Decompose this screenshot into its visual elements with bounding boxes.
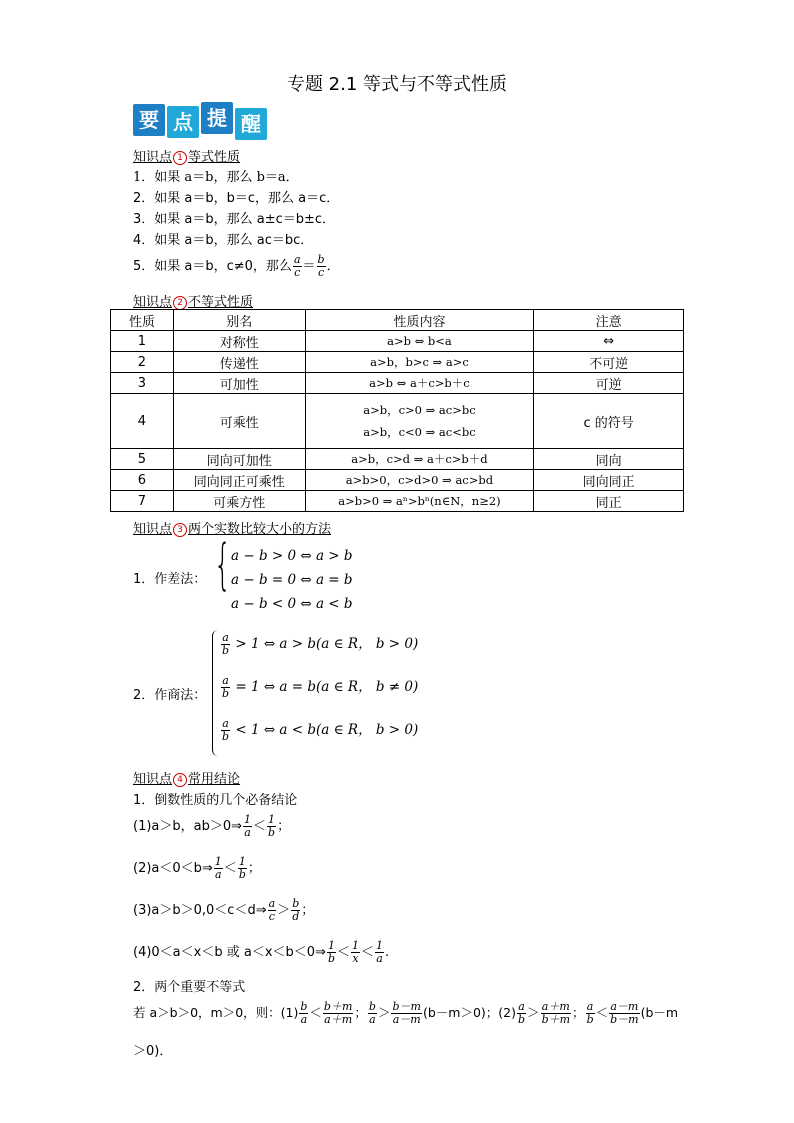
page-title: 专题 2.1 等式与不等式性质: [286, 74, 508, 95]
important-inequalities: [133, 1001, 678, 1026]
fraction: [299, 1001, 308, 1026]
heading-prefix: 知识点: [133, 772, 173, 787]
section-heading-2: [133, 291, 253, 310]
operator: ＜: [223, 861, 237, 876]
denominator: a: [376, 952, 383, 965]
fraction: [291, 898, 300, 923]
denominator: b: [518, 1013, 526, 1026]
fraction: [221, 632, 230, 657]
fraction: [221, 718, 230, 743]
denominator: b＋m: [541, 1013, 571, 1026]
circled-number: 1: [173, 151, 187, 165]
cell-content: a>b，b>c ⇒ a>c: [305, 352, 534, 373]
operator: ＜: [336, 945, 350, 960]
heading-text: 两个实数比较大小的方法: [188, 522, 332, 537]
case-text: = 1 ⇔ a = b(a ∈ R， b ≠ 0): [231, 679, 419, 695]
quotient-cases: [220, 632, 418, 761]
fraction: [214, 856, 223, 881]
section-heading-3: [133, 518, 331, 537]
header-cell: 性质: [111, 310, 174, 331]
table-row: [111, 449, 684, 470]
numerator: a＋m: [541, 1000, 570, 1013]
brace-icon: {: [214, 533, 232, 596]
denominator: d: [292, 910, 300, 923]
header-cell: 性质内容: [305, 310, 534, 331]
table-row: [111, 470, 684, 491]
numerator: b＋m: [323, 1000, 353, 1013]
equality-item-1: 1．如果 a＝b，那么 b＝a．: [133, 170, 299, 185]
conclusion-end: .: [385, 945, 390, 960]
cell-note: 同正: [534, 491, 684, 512]
numerator: a: [268, 897, 276, 910]
fraction: [351, 940, 360, 965]
case-line: a − b = 0 ⇔ a = b: [231, 572, 353, 588]
cell-content: a>b>0，c>d>0 ⇒ ac>bd: [305, 470, 534, 491]
numerator: a: [586, 1000, 594, 1013]
equality-item-3: 3．如果 a＝b，那么 a±c＝b±c．: [133, 212, 336, 227]
circled-number: 3: [173, 523, 187, 537]
cell-content: a>b ⇔ a＋c>b＋c: [305, 373, 534, 394]
operator: ＜: [309, 1005, 322, 1020]
cell-alias: 可加性: [173, 373, 305, 394]
cell-note: c 的符号: [534, 394, 684, 449]
quotient-method-label: 2．作商法：: [133, 688, 207, 703]
numerator: a: [518, 1000, 525, 1013]
numerator: a－m: [610, 1000, 639, 1013]
conclusion-text: (3)a＞b＞0,0＜c＜d⇒: [133, 903, 267, 918]
fraction: [541, 1001, 571, 1026]
badge-char-1: 要: [133, 104, 165, 136]
content-line: a>b，c<0 ⇒ ac<bc: [363, 425, 476, 439]
circled-number: 2: [173, 296, 187, 310]
denominator: a: [215, 868, 222, 881]
heading-prefix: 知识点: [133, 522, 173, 537]
conclusion-text: (4)0＜a＜x＜b 或 a＜x＜b＜0⇒: [133, 945, 326, 960]
badge-char-4: 醒: [235, 108, 267, 140]
case-text: > 1 ⇔ a > b(a ∈ R， b > 0): [231, 636, 419, 652]
cell-alias: 对称性: [173, 331, 305, 352]
cell-no: 7: [111, 491, 174, 512]
table-row: [111, 352, 684, 373]
case-line: a − b > 0 ⇔ a > b: [231, 548, 353, 564]
difference-cases: [231, 544, 353, 616]
conclusion-text: (2)a＜0＜b⇒: [133, 861, 213, 876]
condition: (b－m: [640, 1005, 679, 1020]
operator: ＜: [253, 819, 267, 834]
numerator: 1: [238, 855, 246, 868]
fraction: [221, 675, 230, 700]
table-row: [111, 491, 684, 512]
cell-content: a>b ⇔ b<a: [305, 331, 534, 352]
conclusion-3: [133, 898, 314, 923]
equality-item-2: 2．如果 a＝b，b＝c，那么 a＝c．: [133, 191, 340, 206]
cell-alias: 传递性: [173, 352, 305, 373]
fraction: [517, 1001, 526, 1026]
badge-char-3: 提: [201, 102, 233, 134]
item-text: 5．如果 a＝b，c≠0，那么: [133, 259, 292, 274]
cell-content: [305, 394, 534, 449]
case-line: [220, 675, 418, 718]
circled-number: 4: [173, 773, 187, 787]
table-header-row: [111, 310, 684, 331]
heading-text: 不等式性质: [188, 295, 254, 310]
header-cell: 注意: [534, 310, 684, 331]
fraction: [375, 940, 384, 965]
case-line: [220, 632, 418, 675]
fraction: [327, 940, 336, 965]
numerator: 1: [352, 939, 359, 952]
cell-alias: 可乘方性: [173, 491, 305, 512]
fraction: [391, 1001, 421, 1026]
difference-method-label: 1．作差法：: [133, 572, 207, 587]
denominator: b: [586, 1013, 594, 1026]
content-line: a>b，c>0 ⇒ ac>bc: [363, 403, 476, 417]
fraction: [267, 814, 276, 839]
cell-no: 2: [111, 352, 174, 373]
cell-content: a>b，c>d ⇒ a＋c>b＋d: [305, 449, 534, 470]
cell-alias: 可乘性: [173, 394, 305, 449]
subheading-inequalities: 2．两个重要不等式: [133, 980, 246, 995]
conclusion-text: (1)a＞b，ab＞0⇒: [133, 819, 243, 834]
operator: ＞: [377, 1005, 391, 1020]
denominator: a－m: [392, 1013, 421, 1026]
denominator: c: [268, 910, 275, 923]
cell-no: 6: [111, 470, 174, 491]
heading-text: 常用结论: [188, 772, 241, 787]
numerator: 1: [268, 813, 276, 826]
important-inequalities-cont: ＞0)．: [133, 1044, 173, 1059]
table-row: [111, 331, 684, 352]
fraction: [317, 254, 326, 279]
numerator: a: [222, 717, 229, 730]
cell-no: 1: [111, 331, 174, 352]
cell-no: 5: [111, 449, 174, 470]
badge-char-2: 点: [167, 106, 199, 138]
separator: ；: [354, 1005, 367, 1020]
numerator: 1: [244, 813, 252, 826]
table-row: [111, 394, 684, 449]
denominator: b: [222, 687, 230, 700]
brace-icon: [212, 630, 219, 756]
denominator: c: [317, 266, 325, 279]
fraction: [293, 254, 302, 279]
case-text: < 1 ⇔ a < b(a ∈ R， b > 0): [231, 722, 419, 738]
denominator: b: [222, 730, 230, 743]
operator: ＞: [527, 1005, 540, 1020]
cell-note: 不可逆: [534, 352, 684, 373]
operator: ＞: [277, 903, 291, 918]
heading-text: 等式性质: [188, 150, 241, 165]
denominator: b: [268, 826, 276, 839]
denominator: a: [244, 826, 251, 839]
cell-note: 可逆: [534, 373, 684, 394]
ineq-text: 若 a＞b＞0，m＞0，则：(1): [133, 1005, 299, 1020]
cell-no: 3: [111, 373, 174, 394]
conclusion-end: ；: [277, 819, 291, 834]
subheading-reciprocal: 1．倒数性质的几个必备结论: [133, 793, 298, 808]
denominator: b: [238, 868, 246, 881]
numerator: 1: [376, 939, 384, 952]
item-end: ．: [326, 259, 340, 274]
denominator: a: [300, 1013, 308, 1026]
condition: (b－m＞0)；(2): [422, 1005, 516, 1020]
denominator: b－m: [610, 1013, 639, 1026]
fraction: [586, 1001, 595, 1026]
operator: ＜: [595, 1005, 609, 1020]
numerator: b: [317, 253, 325, 266]
numerator: a: [293, 253, 301, 266]
fraction: [243, 814, 252, 839]
cell-content: a>b>0 ⇒ aⁿ>bⁿ(n∈N，n≥2): [305, 491, 534, 512]
numerator: b: [368, 1000, 376, 1013]
fraction: [268, 898, 277, 923]
operator: ＜: [361, 945, 375, 960]
denominator: c: [294, 266, 301, 279]
conclusion-1: [133, 814, 290, 839]
conclusion-4: [133, 940, 389, 965]
numerator: a: [222, 631, 229, 644]
cell-note: 同向: [534, 449, 684, 470]
operator: ＝: [302, 259, 316, 274]
conclusion-end: ；: [247, 861, 261, 876]
cell-alias: 同向可加性: [173, 449, 305, 470]
numerator: a: [222, 674, 229, 687]
inequality-properties-table: [110, 309, 684, 512]
table-row: [111, 373, 684, 394]
cell-note: 同向同正: [534, 470, 684, 491]
case-line: a − b < 0 ⇔ a < b: [231, 596, 353, 612]
equality-item-4: 4．如果 a＝b，那么 ac＝bc．: [133, 233, 314, 248]
heading-prefix: 知识点: [133, 150, 173, 165]
numerator: 1: [327, 939, 335, 952]
header-cell: 别名: [173, 310, 305, 331]
fraction: [368, 1001, 377, 1026]
denominator: b: [327, 952, 335, 965]
cell-no: 4: [111, 394, 174, 449]
denominator: a＋m: [324, 1013, 353, 1026]
fraction: [238, 856, 247, 881]
fraction: [609, 1001, 639, 1026]
section-heading-1: [133, 146, 240, 165]
numerator: 1: [214, 855, 222, 868]
section-heading-4: [133, 768, 240, 787]
fraction: [323, 1001, 353, 1026]
case-line: [220, 718, 418, 761]
equality-item-5: [133, 254, 340, 279]
denominator: x: [352, 952, 359, 965]
separator: ；: [572, 1005, 585, 1020]
numerator: b: [300, 1000, 308, 1013]
conclusion-2: [133, 856, 261, 881]
denominator: a: [369, 1013, 376, 1026]
heading-prefix: 知识点: [133, 295, 173, 310]
conclusion-end: ；: [301, 903, 315, 918]
denominator: b: [222, 644, 230, 657]
numerator: b－m: [392, 1000, 421, 1013]
numerator: b: [292, 897, 300, 910]
cell-note: ⇔: [534, 331, 684, 352]
cell-alias: 同向同正可乘性: [173, 470, 305, 491]
